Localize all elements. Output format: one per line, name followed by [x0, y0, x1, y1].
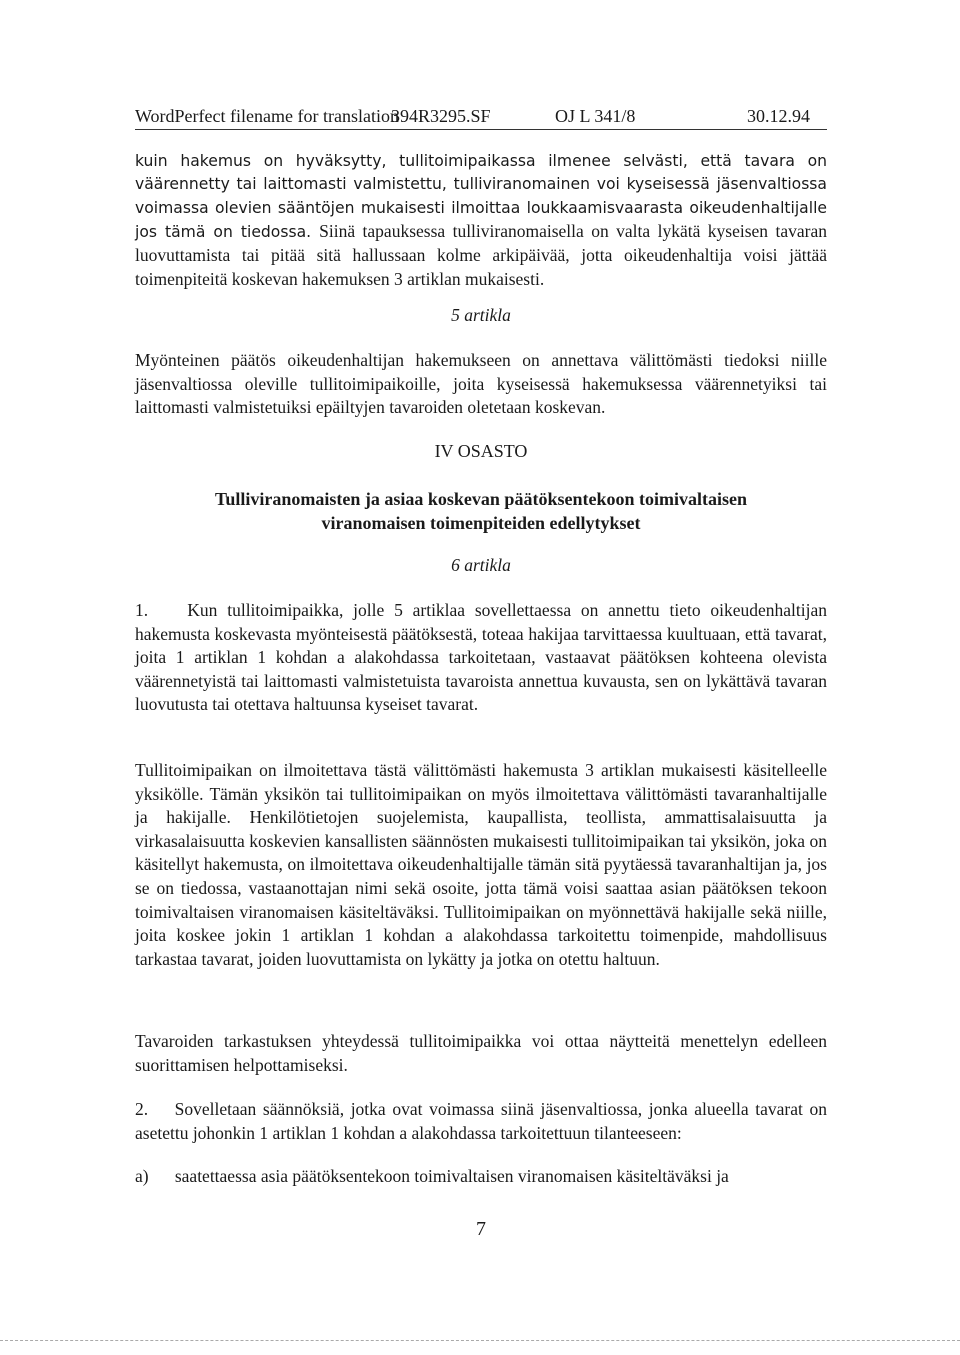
section-title-line2: viranomaisen toimenpiteiden edellytykset [321, 513, 641, 533]
intro-continuation: Siinä tapauksessa tulliviranomaisella on valta lykätä kyseisen tavaran luovuttamista tai pitää sitä hallussaan kolme arkipäivää, jotta oikeudenhaltija voisi jättää toimenpiteitä koskevan hakemuksen 3 artiklan mukaisesti. [135, 220, 827, 290]
article6-heading: 6 artikla [451, 555, 511, 575]
article6-paragraph-5: a) saatettaessa asia päätöksentekoon toimivaltaisen viranomaisen käsiteltäväksi ja [135, 1166, 729, 1186]
header-rule [135, 129, 827, 130]
article5-heading: 5 artikla [451, 305, 511, 325]
header-date: 30.12.94 [747, 106, 810, 126]
article6-paragraph-3: Tavaroiden tarkastuksen yhteydessä tullitoimipaikka voi ottaa näytteitä menettelyn edelleen suorittamisen helpottamiseksi. [135, 1031, 827, 1075]
header-filename-label: WordPerfect filename for translation [135, 106, 399, 126]
section-heading: IV OSASTO [434, 441, 528, 461]
intro-paragraph [135, 150, 827, 293]
article6-paragraph-2: Tullitoimipaikan on ilmoitettava tästä välittömästi hakemusta 3 artiklan mukaisesti käsitelleelle yksikölle. Tämän yksikön tai tullitoimipaikan on myös ilmoitettava välittömästi tavaranhaltijalle ja hakijalle. Henkilötietojen suojelemista, kaupallista, teollista, ammattisalaisuutta ja virkasalaisuutta koskevien kansallisten säännösten mukaisesti tullitoimipaikan tai yksikön, joka on käsitellyt hakemusta, on ilmoitettava oikeudenhaltijalle tämän sitä pyytäessä tavaranhaltijan ja, jos se on tiedossa, vastaanottajan nimi sekä osoite, jotta tämä voisi saattaa asian päätöksen tekoon toimivaltaisen viranomaisen käsiteltäväksi. Tullitoimipaikan on myönnettävä hakijalle sekä niille, joita koskee jokin 1 artiklan 1 kohdan a alakohdassa tarkoitettu toimenpide, mahdollisuus tarkastaa tavarat, joiden luovuttamista on lykätty ja jotka on otettu haltuun. [135, 760, 827, 969]
scan-edge-line [0, 1340, 960, 1342]
header-file: 394R3295.SF [391, 106, 491, 126]
page-number: 7 [476, 1218, 486, 1240]
article5-text: Myönteinen päätös oikeudenhaltijan hakemukseen on annettava välittömästi tiedoksi niille jäsenvaltiossa oleville tullitoimipaikoille, joita kyseisessä hakemuksessa väärennetyiksi tai laittomasti valmistetuiksi epäiltyjen tavaroiden oletetaan koskevan. [135, 350, 827, 418]
section-title-line1: Tulliviranomaisten ja asiaa koskevan päätöksentekoon toimivaltaisen [215, 489, 747, 509]
header-reference: OJ L 341/8 [555, 106, 636, 126]
article6-paragraph-1: 1. Kun tullitoimipaikka, jolle 5 artiklaa sovellettaessa on annettu tieto oikeudenhaltijan hakemusta koskevasta myönteisestä päätöksestä, toteaa hakijaa tarvittaessa kuultuaan, että tavarat, joita 1 artiklan 1 kohdan a alakohdassa tarkoitetaan, vastaavat päätöksen kohteena olevista väärennetyistä tai laittomasti valmistetuista tavaroista annettua kuvausta, sen on lykättävä tavaran luovutusta tai otettava haltuunsa kyseiset tavarat. [135, 600, 827, 715]
intro-text: kuin hakemus on hyväksytty, tullitoimipaikassa ilmenee selvästi, että tavara on väärennetty tai laittomasti valmistettu, tulliviranomainen voi kyseisessä jäsenvaltiossa voimassa olevien sääntöjen mukaisesti ilmoittaa loukkaamisvaarasta oikeudenhaltijalle jos tämä on tiedossa. [135, 152, 827, 241]
article6-paragraph-4: 2. Sovelletaan säännöksiä, jotka ovat voimassa siinä jäsenvaltiossa, jonka alueella tavarat on asetettu johonkin 1 artiklan 1 kohdan a alakohdassa tarkoitettuun tilanteeseen: [135, 1099, 827, 1143]
